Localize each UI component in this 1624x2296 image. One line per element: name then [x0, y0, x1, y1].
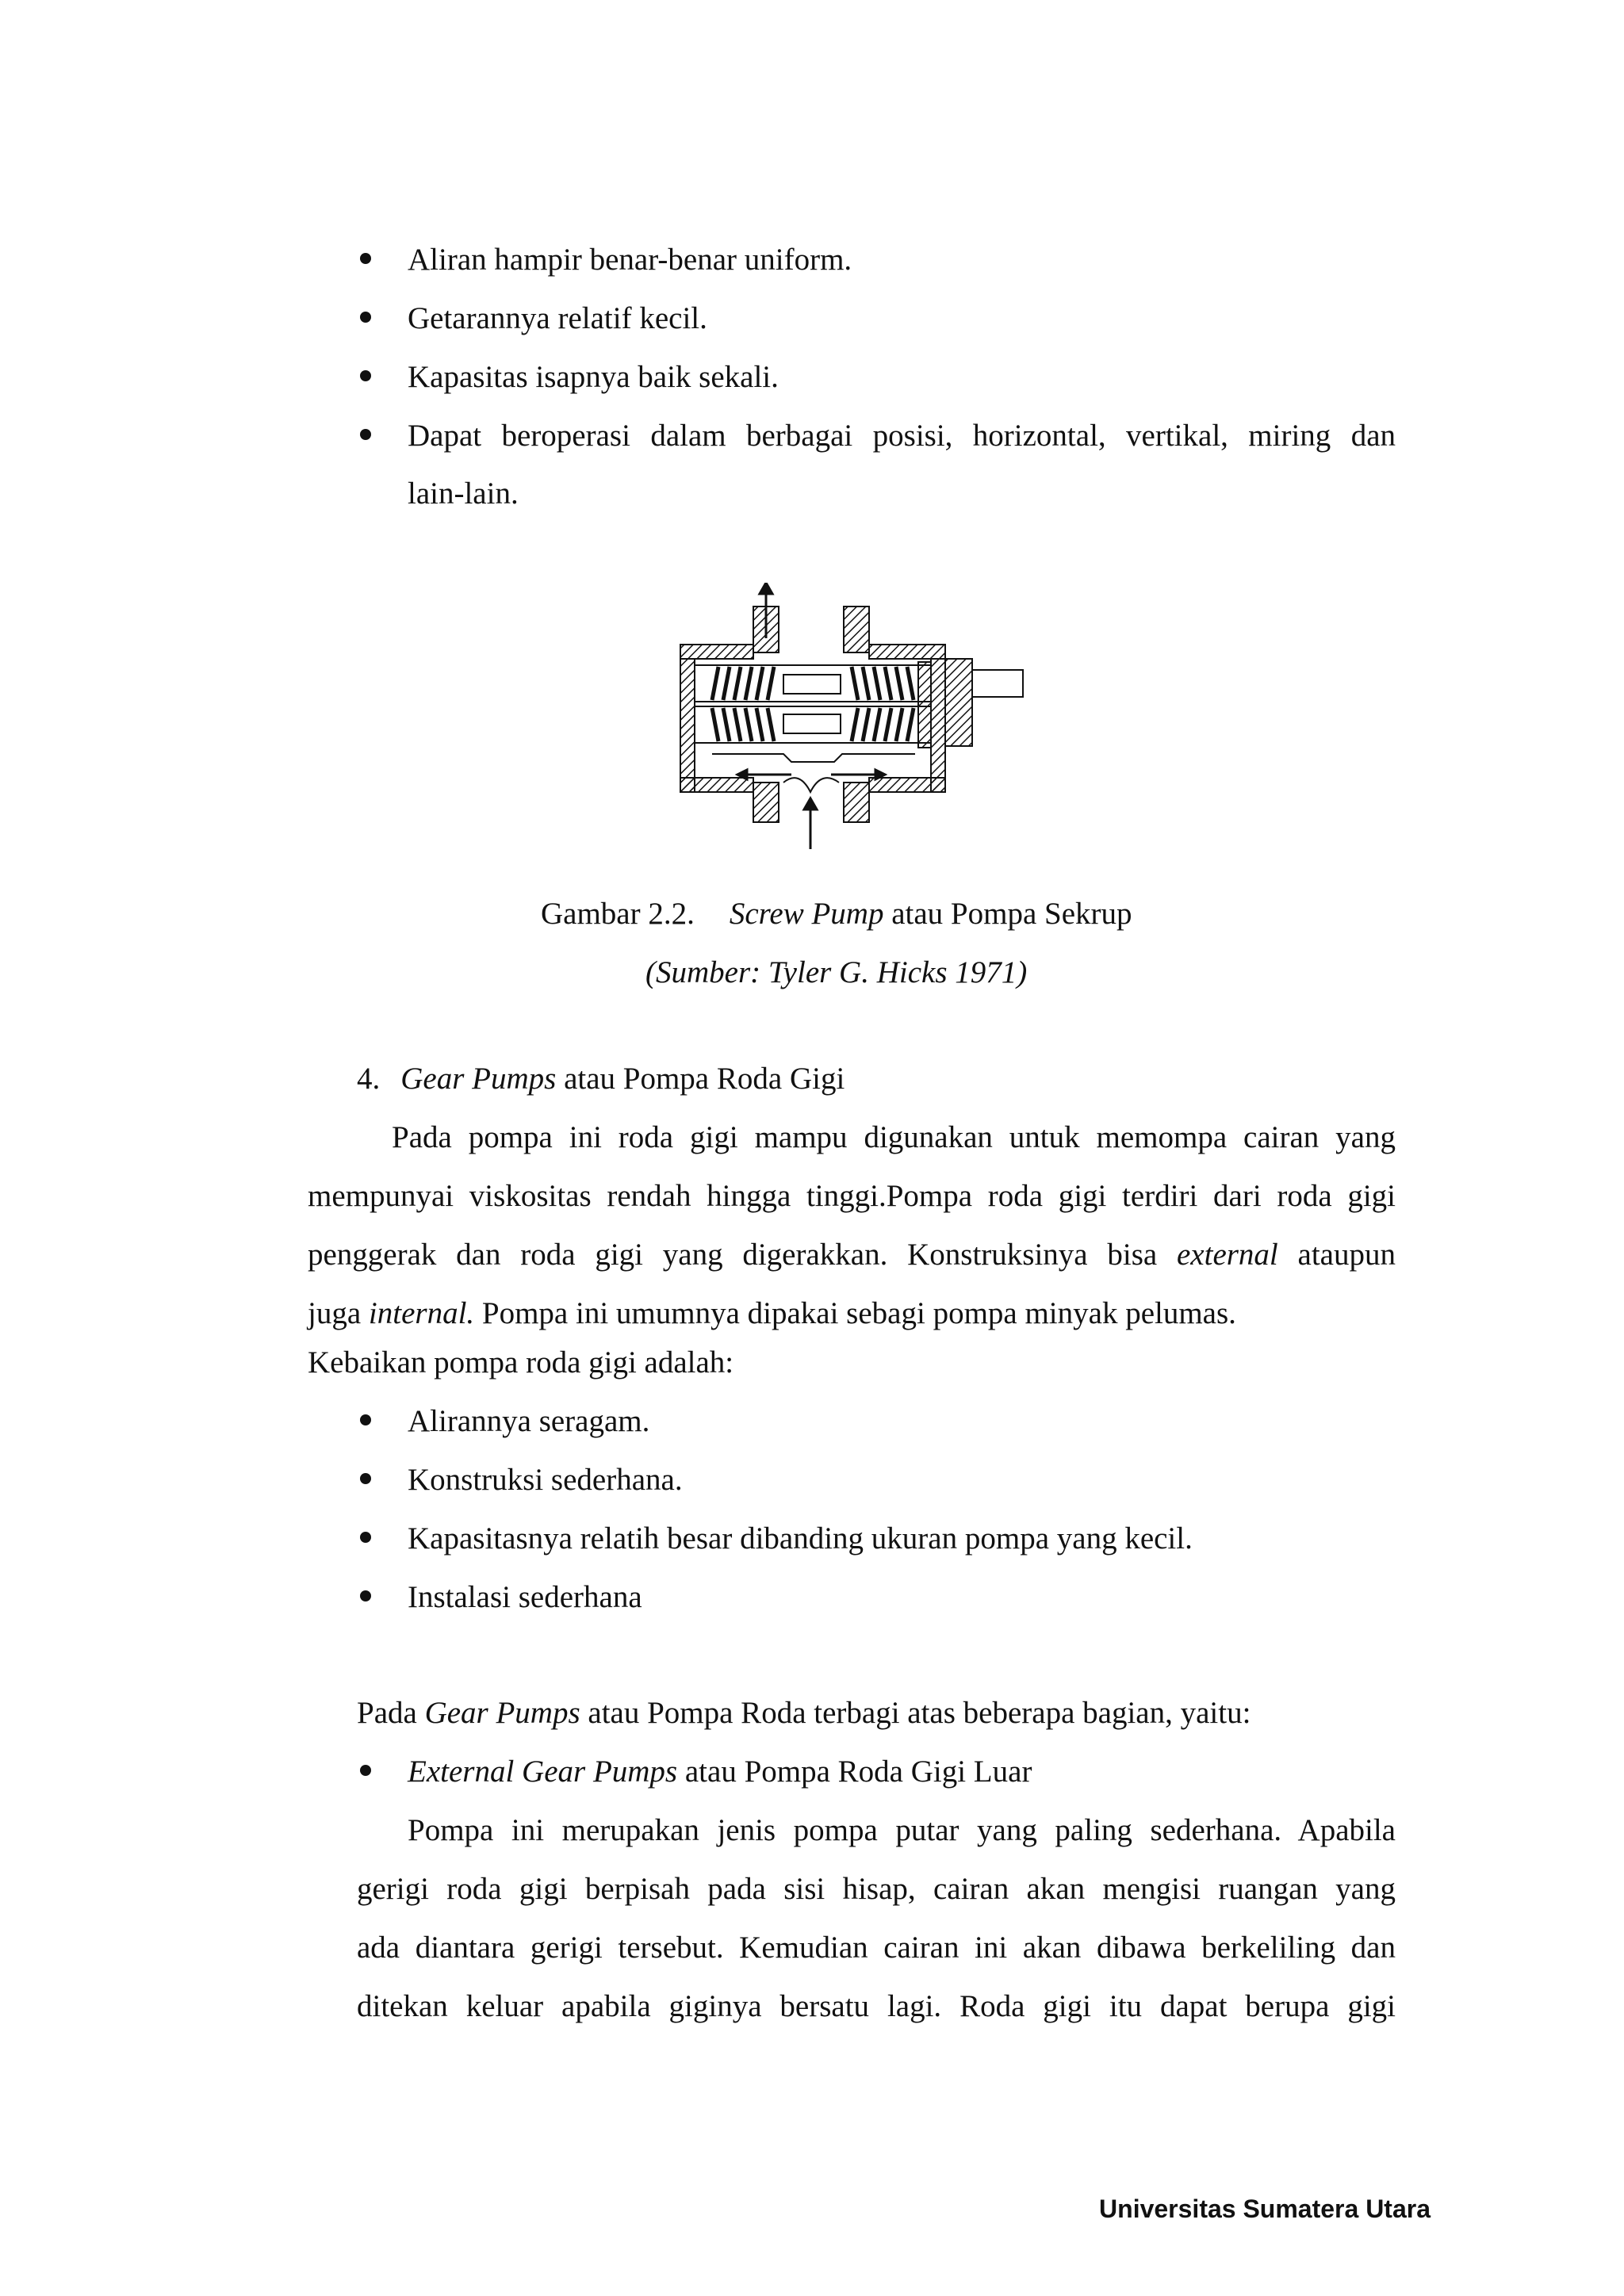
figure-caption — [541, 898, 1132, 929]
sub-heading: External Gear Pumps atau Pompa Roda Gigi Luar — [408, 1755, 1032, 1789]
bullet-dot — [360, 1414, 371, 1425]
paragraph-line: mempunyai viskositas rendah hingga tinggi.Pompa roda gigi terdiri dari roda gigi — [308, 1179, 1396, 1213]
bullet-dot — [360, 312, 371, 323]
paragraph-line: Pada Gear Pumps atau Pompa Roda terbagi atas beberapa bagian, yaitu: — [357, 1696, 1251, 1730]
screw-pump-diagram — [665, 583, 1031, 851]
section-heading — [357, 1063, 845, 1094]
bullet-dot — [360, 1473, 371, 1484]
list-item-continuation: lain-lain. — [408, 476, 519, 511]
paragraph-line: Kebaikan pompa roda gigi adalah: — [308, 1345, 734, 1380]
paragraph-line: Pada pompa ini roda gigi mampu digunakan untuk memompa cairan yang — [392, 1120, 1396, 1154]
paragraph-line: ditekan keluar apabila giginya bersatu lagi. Roda gigi itu dapat berupa gigi — [357, 1989, 1396, 2023]
list-item: Instalasi sederhana — [408, 1580, 642, 1614]
paragraph-line: ada diantara gerigi tersebut. Kemudian cairan ini akan dibawa berkeliling dan — [357, 1931, 1396, 1965]
paragraph-line: gerigi roda gigi berpisah pada sisi hisap, cairan akan mengisi ruangan yang — [357, 1872, 1396, 1906]
list-item: Konstruksi sederhana. — [408, 1463, 683, 1497]
section-title-italic: Gear Pumps — [400, 1062, 557, 1096]
section-title-rest: atau Pompa Roda Gigi — [556, 1062, 845, 1096]
bullet-dot — [360, 370, 371, 381]
bullet-dot — [360, 1590, 371, 1601]
bullet-dot — [360, 1532, 371, 1543]
figure-number: Gambar 2.2. — [541, 897, 695, 931]
list-item: Aliran hampir benar-benar uniform. — [408, 243, 852, 277]
list-item: Getarannya relatif kecil. — [408, 301, 707, 335]
paragraph-line: Pompa ini merupakan jenis pompa putar yang paling sederhana. Apabila — [408, 1813, 1396, 1847]
bullet-dot — [360, 429, 371, 440]
list-item: Kapasitasnya relatih besar dibanding ukuran pompa yang kecil. — [408, 1521, 1193, 1556]
list-item: Alirannya seragam. — [408, 1404, 650, 1438]
list-item: Kapasitas isapnya baik sekali. — [408, 360, 779, 394]
paragraph-line: penggerak dan roda gigi yang digerakkan. Konstruksinya bisa external ataupun — [308, 1238, 1396, 1272]
figure-title-italic: Screw Pump — [729, 897, 884, 931]
figure-title-rest: atau Pompa Sekrup — [883, 897, 1132, 931]
page-footer: Universitas Sumatera Utara — [1099, 2195, 1431, 2223]
section-number: 4. — [357, 1062, 381, 1096]
paragraph-line: juga internal. Pompa ini umumnya dipakai sebagi pompa minyak pelumas. — [308, 1296, 1236, 1330]
bullet-dot — [360, 1765, 371, 1776]
bullet-dot — [360, 253, 371, 264]
figure-source: (Sumber: Tyler G. Hicks 1971) — [645, 955, 1028, 989]
list-item: Dapat beroperasi dalam berbagai posisi, horizontal, vertikal, miring dan — [408, 419, 1396, 453]
